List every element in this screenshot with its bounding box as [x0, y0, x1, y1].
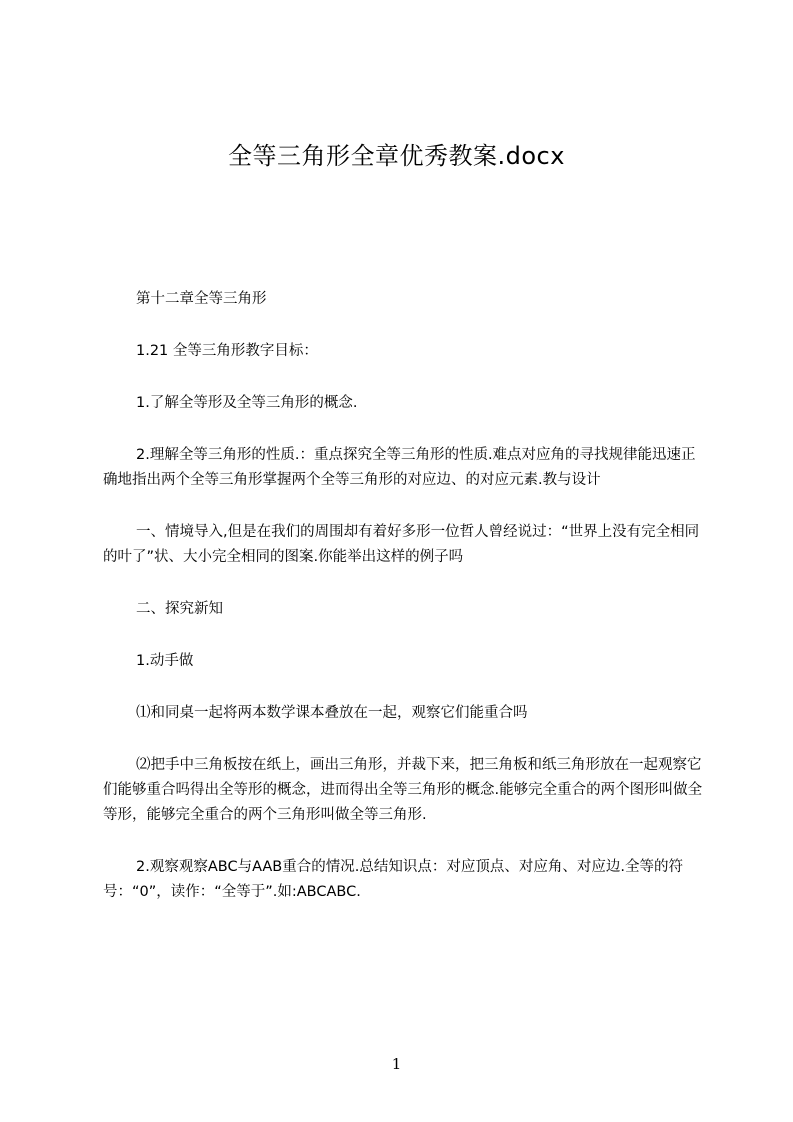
paragraph: 2.观察观察ABC与AAB重合的情况.总结知识点：对应顶点、对应角、对应边.全等的符号：“0”，读作：“全等于”.如:ABCABC.	[103, 859, 683, 900]
document-title: 全等三角形全章优秀教案.docx	[228, 142, 565, 170]
paragraph: ⑵把手中三角板按在纸上，画出三角形，并裁下来，把三角板和纸三角形放在一起观察它们能够重合吗得出全等形的概念，进而得出全等三角形的概念.能够完全重合的两个图形叫做全等形，能够完全重合的两个三角形叫做全等三角形.	[103, 757, 703, 823]
paragraph: 一、情境导入,但是在我们的周围却有着好多形一位哲人曾经说过：“世界上没有完全相同的叶了”状、大小完全相同的图案.你能举出这样的例子吗	[103, 524, 700, 565]
paragraph: 2.理解全等三角形的性质.：重点探究全等三角形的性质.难点对应角的寻找规律能迅速正确地指出两个全等三角形掌握两个全等三角形的对应边、的对应元素.教与设计	[103, 447, 696, 488]
page-number: 1	[391, 1055, 402, 1073]
paragraph: 1.动手做	[136, 653, 194, 669]
paragraph: 二、探究新知	[136, 601, 223, 617]
document-body	[103, 287, 709, 932]
paragraph: 1.21 全等三角形教字目标：	[136, 343, 318, 359]
paragraph: ⑴和同桌一起将两本数学课本叠放在一起，观察它们能重合吗	[136, 705, 528, 721]
paragraph: 第十二章全等三角形	[136, 291, 267, 307]
paragraph: 1.了解全等形及全等三角形的概念.	[136, 395, 358, 411]
